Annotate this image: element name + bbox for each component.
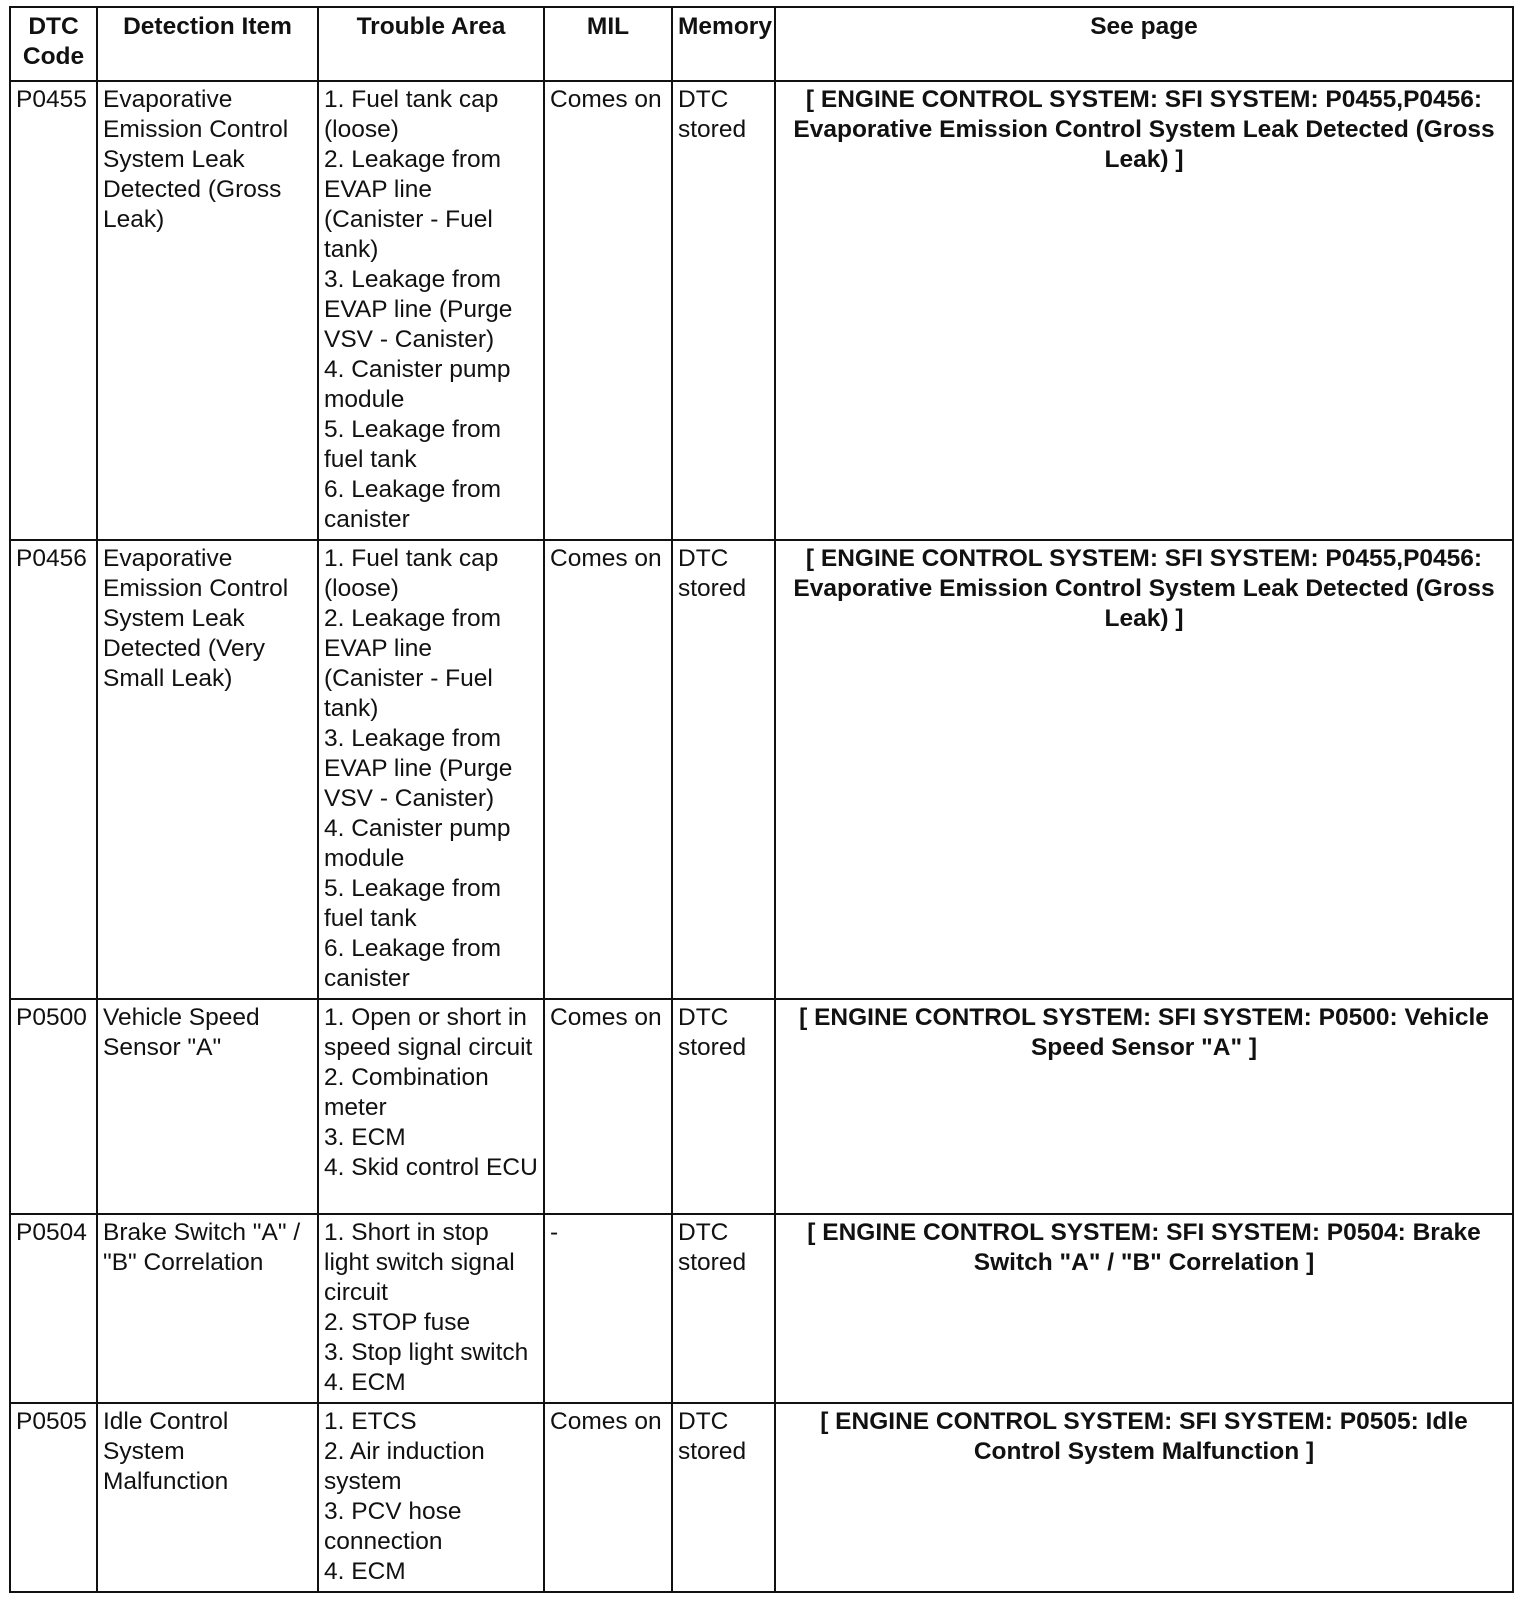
mil-cell: Comes on (544, 540, 672, 999)
trouble-area-item: 3. Stop light switch (324, 1339, 529, 1366)
header-detection-item: Detection Item (97, 7, 318, 81)
table-row (10, 81, 1513, 540)
dtc-code-cell: P0505 (10, 1403, 97, 1592)
trouble-area-item: 3. PCV hose connection (324, 1498, 462, 1555)
trouble-area-item: 6. Leakage from canister (324, 935, 502, 992)
detection-item-cell: Evaporative Emission Control System Leak Detected (Gross Leak) (97, 81, 318, 540)
dtc-code-cell: P0456 (10, 540, 97, 999)
trouble-area-item: 2. STOP fuse (324, 1309, 471, 1336)
detection-item-cell: Brake Switch "A" / "B" Correlation (97, 1214, 318, 1403)
trouble-area-cell (318, 81, 544, 540)
see-page-link[interactable]: [ ENGINE CONTROL SYSTEM: SFI SYSTEM: P0500: Vehicle Speed Sensor "A" ] (775, 999, 1513, 1214)
header-row (10, 7, 1513, 81)
trouble-area-item: 2. Leakage from EVAP line (Canister - Fuel tank) (324, 146, 502, 263)
trouble-area-item: 2. Combination meter (324, 1064, 489, 1121)
dtc-code-cell: P0500 (10, 999, 97, 1214)
see-page-link[interactable]: [ ENGINE CONTROL SYSTEM: SFI SYSTEM: P0504: Brake Switch "A" / "B" Correlation ] (775, 1214, 1513, 1403)
trouble-area-cell (318, 1403, 544, 1592)
trouble-area-cell (318, 1214, 544, 1403)
trouble-area-item: 4. Canister pump module (324, 815, 511, 872)
table-row (10, 999, 1513, 1214)
memory-cell: DTC stored (672, 540, 775, 999)
memory-cell: DTC stored (672, 1214, 775, 1403)
trouble-area-item: 1. Fuel tank cap (loose) (324, 86, 499, 143)
trouble-area-item: 4. Canister pump module (324, 356, 511, 413)
memory-cell: DTC stored (672, 81, 775, 540)
table-row (10, 1214, 1513, 1403)
table-body (10, 81, 1513, 1592)
mil-cell: Comes on (544, 999, 672, 1214)
detection-item-cell: Idle Control System Malfunction (97, 1403, 318, 1592)
trouble-area-item: 6. Leakage from canister (324, 476, 502, 533)
trouble-area-item: 2. Leakage from EVAP line (Canister - Fuel tank) (324, 605, 502, 722)
see-page-link[interactable]: [ ENGINE CONTROL SYSTEM: SFI SYSTEM: P0505: Idle Control System Malfunction ] (775, 1403, 1513, 1592)
trouble-area-item: 3. Leakage from EVAP line (Purge VSV - Canister) (324, 725, 513, 812)
dtc-table (9, 6, 1514, 1593)
see-page-link[interactable]: [ ENGINE CONTROL SYSTEM: SFI SYSTEM: P0455,P0456: Evaporative Emission Control System Leak Detected (Gross Leak) ] (775, 81, 1513, 540)
table-header (10, 7, 1513, 81)
mil-cell: Comes on (544, 81, 672, 540)
dtc-code-cell: P0504 (10, 1214, 97, 1403)
see-page-link[interactable]: [ ENGINE CONTROL SYSTEM: SFI SYSTEM: P0455,P0456: Evaporative Emission Control System Leak Detected (Gross Leak) ] (775, 540, 1513, 999)
trouble-area-item: 3. ECM (324, 1124, 406, 1151)
table-row (10, 1403, 1513, 1592)
table-row (10, 540, 1513, 999)
header-dtc-code: DTC Code (10, 7, 97, 81)
trouble-area-item: 1. Open or short in speed signal circuit (324, 1004, 533, 1061)
trouble-area-item: 3. Leakage from EVAP line (Purge VSV - Canister) (324, 266, 513, 353)
trouble-area-item: 1. Short in stop light switch signal circuit (324, 1219, 515, 1306)
header-see-page: See page (775, 7, 1513, 81)
detection-item-cell: Evaporative Emission Control System Leak Detected (Very Small Leak) (97, 540, 318, 999)
detection-item-cell: Vehicle Speed Sensor "A" (97, 999, 318, 1214)
trouble-area-item: 5. Leakage from fuel tank (324, 875, 502, 932)
memory-cell: DTC stored (672, 999, 775, 1214)
header-memory: Memory (672, 7, 775, 81)
mil-cell: - (544, 1214, 672, 1403)
trouble-area-item: 4. Skid control ECU (324, 1154, 538, 1181)
trouble-area-item: 5. Leakage from fuel tank (324, 416, 502, 473)
trouble-area-item: 4. ECM (324, 1558, 406, 1585)
trouble-area-item: 2. Air induction system (324, 1438, 485, 1495)
trouble-area-item: 4. ECM (324, 1369, 406, 1396)
trouble-area-item: 1. Fuel tank cap (loose) (324, 545, 499, 602)
memory-cell: DTC stored (672, 1403, 775, 1592)
trouble-area-cell (318, 999, 544, 1214)
dtc-code-cell: P0455 (10, 81, 97, 540)
trouble-area-item: 1. ETCS (324, 1408, 417, 1435)
trouble-area-cell (318, 540, 544, 999)
header-trouble-area: Trouble Area (318, 7, 544, 81)
mil-cell: Comes on (544, 1403, 672, 1592)
header-mil: MIL (544, 7, 672, 81)
